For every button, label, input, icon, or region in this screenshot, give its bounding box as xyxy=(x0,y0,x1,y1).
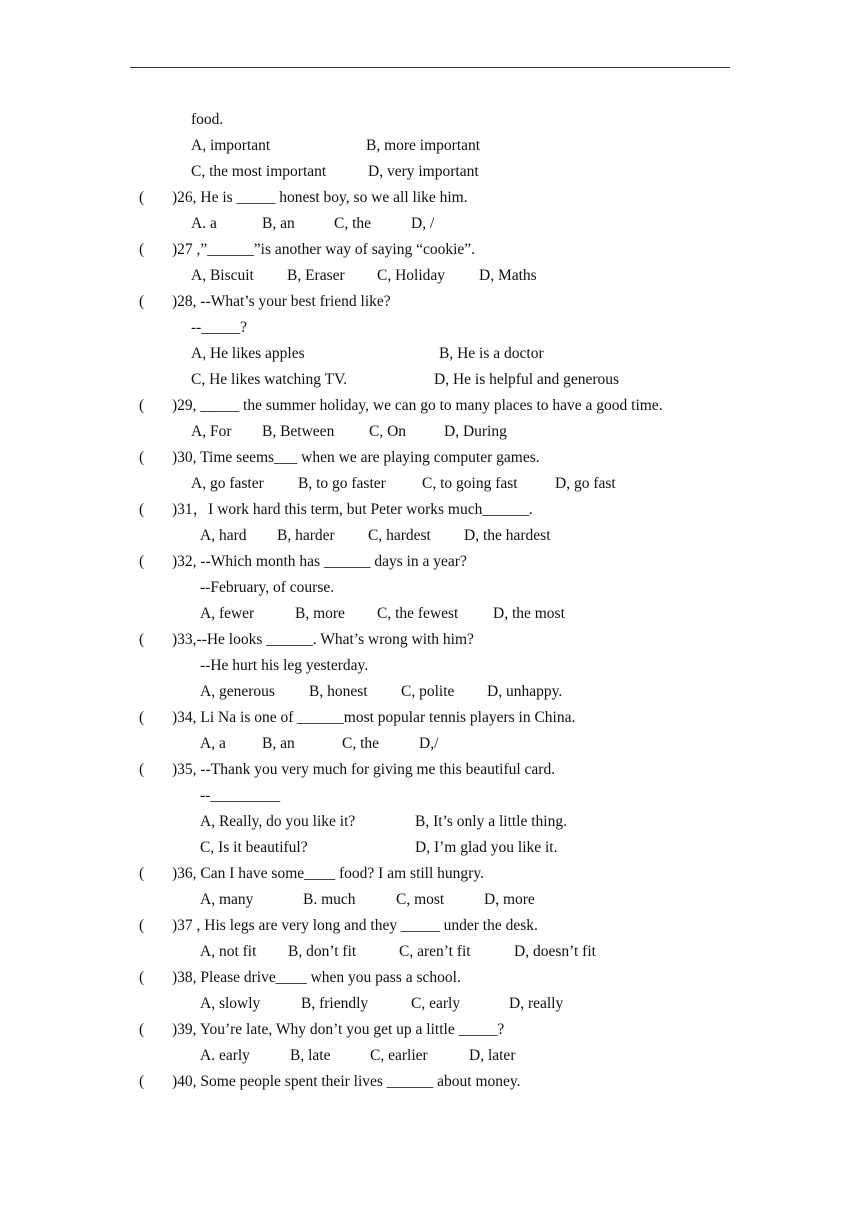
q31-option-a: A, hard xyxy=(200,527,247,544)
q30-option-c: C, to going fast xyxy=(422,475,518,492)
q36-option-c: C, most xyxy=(396,891,445,908)
question-40-stem: )40, Some people spent their lives ______ about money. xyxy=(172,1073,521,1090)
question-36-stem: )36, Can I have some____ food? I am still hungry. xyxy=(172,865,484,882)
q38-option-d: D, really xyxy=(509,995,564,1012)
q35-option-d: D, I’m glad you like it. xyxy=(415,839,558,856)
question-29-stem: )29, _____ the summer holiday, we can go to many places to have a good time. xyxy=(172,397,663,414)
q25-option-c: C, the most important xyxy=(191,163,327,180)
q33-option-c: C, polite xyxy=(401,683,455,700)
q28-option-a: A, He likes apples xyxy=(191,345,305,362)
answer-blank-paren: ( xyxy=(139,1021,145,1038)
q36-option-b: B. much xyxy=(303,891,356,908)
q34-option-d: D,/ xyxy=(419,735,439,752)
q34-option-c: C, the xyxy=(342,735,380,752)
q30-option-b: B, to go faster xyxy=(298,475,386,492)
answer-blank-paren: ( xyxy=(139,631,145,648)
q36-option-a: A, many xyxy=(200,891,254,908)
q32-option-c: C, the fewest xyxy=(377,605,459,622)
q34-option-b: B, an xyxy=(262,735,295,752)
answer-blank-paren: ( xyxy=(139,241,145,258)
question-32-stem: )32, --Which month has ______ days in a year? xyxy=(172,553,467,570)
q32-option-b: B, more xyxy=(295,605,345,622)
question-38-stem: )38, Please drive____ when you pass a school. xyxy=(172,969,461,986)
continued-text: food. xyxy=(191,111,224,128)
q31-option-d: D, the hardest xyxy=(464,527,551,544)
q29-option-b: B, Between xyxy=(262,423,335,440)
question-37-stem: )37 , His legs are very long and they _____ under the desk. xyxy=(172,917,538,934)
q26-option-b: B, an xyxy=(262,215,295,232)
question-30-stem: )30, Time seems___ when we are playing computer games. xyxy=(172,449,540,466)
question-27-stem: )27 ,”______”is another way of saying “cookie”. xyxy=(172,241,476,258)
q39-option-b: B, late xyxy=(290,1047,331,1064)
q32-answer-line: --February, of course. xyxy=(200,579,335,596)
q35-option-b: B, It’s only a little thing. xyxy=(415,813,567,830)
question-35-stem: )35, --Thank you very much for giving me this beautiful card. xyxy=(172,761,556,778)
q25-option-b: B, more important xyxy=(366,137,481,154)
answer-blank-paren: ( xyxy=(139,293,145,310)
q33-option-b: B, honest xyxy=(309,683,368,700)
q25-option-a: A, important xyxy=(191,137,271,154)
q37-option-c: C, aren’t fit xyxy=(399,943,471,960)
q33-answer-line: --He hurt his leg yesterday. xyxy=(200,657,369,674)
header-rule xyxy=(130,67,730,68)
q33-option-a: A, generous xyxy=(200,683,275,700)
q27-option-b: B, Eraser xyxy=(287,267,345,284)
q33-option-d: D, unhappy. xyxy=(487,683,563,700)
q26-option-a: A. a xyxy=(191,215,217,232)
q36-option-d: D, more xyxy=(484,891,535,908)
answer-blank-paren: ( xyxy=(139,553,145,570)
answer-blank-paren: ( xyxy=(139,865,145,882)
q37-option-a: A, not fit xyxy=(200,943,257,960)
q28-option-c: C, He likes watching TV. xyxy=(191,371,348,388)
q29-option-a: A, For xyxy=(191,423,232,440)
q28-answer-line: --_____? xyxy=(191,319,247,336)
q35-option-a: A, Really, do you like it? xyxy=(200,813,356,830)
q31-option-c: C, hardest xyxy=(368,527,431,544)
question-26-stem: )26, He is _____ honest boy, so we all like him. xyxy=(172,189,468,206)
q30-option-d: D, go fast xyxy=(555,475,616,492)
question-28-stem: )28, --What’s your best friend like? xyxy=(172,293,391,310)
q37-option-d: D, doesn’t fit xyxy=(514,943,596,960)
q32-option-a: A, fewer xyxy=(200,605,255,622)
answer-blank-paren: ( xyxy=(139,761,145,778)
q35-option-c: C, Is it beautiful? xyxy=(200,839,308,856)
q34-option-a: A, a xyxy=(200,735,226,752)
answer-blank-paren: ( xyxy=(139,917,145,934)
question-39-stem: )39, You’re late, Why don’t you get up a little _____? xyxy=(172,1021,505,1038)
q27-option-c: C, Holiday xyxy=(377,267,446,284)
q28-option-d: D, He is helpful and generous xyxy=(434,371,620,388)
answer-blank-paren: ( xyxy=(139,969,145,986)
q28-option-b: B, He is a doctor xyxy=(439,345,544,362)
q38-option-a: A, slowly xyxy=(200,995,261,1012)
question-34-stem: )34, Li Na is one of ______most popular tennis players in China. xyxy=(172,709,576,726)
answer-blank-paren: ( xyxy=(139,397,145,414)
q39-option-d: D, later xyxy=(469,1047,516,1064)
answer-blank-paren: ( xyxy=(139,709,145,726)
q35-answer-line: --_________ xyxy=(200,787,281,804)
q32-option-d: D, the most xyxy=(493,605,565,622)
q29-option-d: D, During xyxy=(444,423,507,440)
q39-option-a: A. early xyxy=(200,1047,250,1064)
q27-option-a: A, Biscuit xyxy=(191,267,254,284)
q26-option-d: D, / xyxy=(411,215,435,232)
answer-blank-paren: ( xyxy=(139,501,145,518)
q25-option-d: D, very important xyxy=(368,163,479,180)
q38-option-b: B, friendly xyxy=(301,995,369,1012)
q30-option-a: A, go faster xyxy=(191,475,264,492)
answer-blank-paren: ( xyxy=(139,1073,145,1090)
answer-blank-paren: ( xyxy=(139,189,145,206)
q38-option-c: C, early xyxy=(411,995,461,1012)
q29-option-c: C, On xyxy=(369,423,407,440)
q27-option-d: D, Maths xyxy=(479,267,537,284)
q31-option-b: B, harder xyxy=(277,527,335,544)
q37-option-b: B, don’t fit xyxy=(288,943,357,960)
answer-blank-paren: ( xyxy=(139,449,145,466)
q26-option-c: C, the xyxy=(334,215,372,232)
q39-option-c: C, earlier xyxy=(370,1047,428,1064)
question-31-stem: )31，I work hard this term, but Peter works much______. xyxy=(172,501,533,518)
question-33-stem: )33,--He looks ______. What’s wrong with him? xyxy=(172,631,474,648)
